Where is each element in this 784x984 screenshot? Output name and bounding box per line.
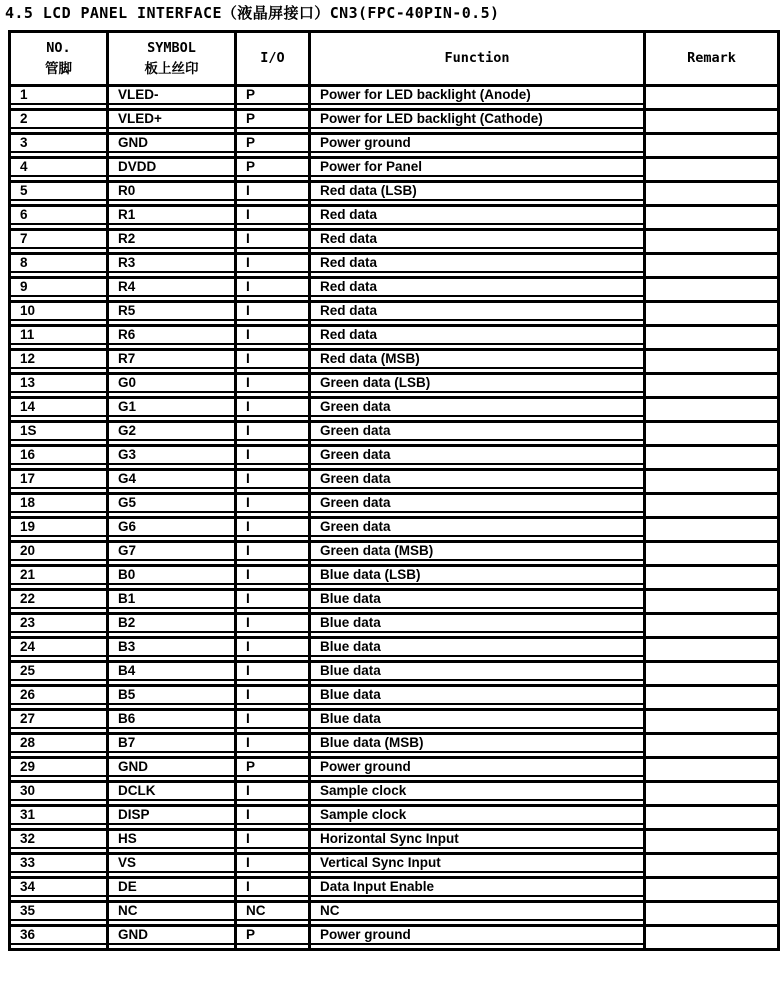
pin-no-cell: 6 (10, 206, 108, 230)
pin-io-cell: I (236, 470, 310, 494)
pin-function-cell: Blue data (310, 662, 645, 686)
pin-function-cell: Power for Panel (310, 158, 645, 182)
pin-function-cell: Red data (310, 326, 645, 350)
pin-function-cell: Sample clock (310, 806, 645, 830)
pin-function-cell: Data Input Enable (310, 878, 645, 902)
pin-symbol-cell: B2 (108, 614, 236, 638)
pin-io-cell: I (236, 374, 310, 398)
pin-no-cell: 17 (10, 470, 108, 494)
pin-row (10, 806, 779, 830)
pin-remark-cell (645, 254, 779, 278)
pin-row (10, 902, 779, 926)
pin-remark-cell (645, 878, 779, 902)
pin-io-cell: I (236, 710, 310, 734)
pin-io-cell: I (236, 182, 310, 206)
pin-no-cell: 27 (10, 710, 108, 734)
pin-no-cell: 30 (10, 782, 108, 806)
pin-symbol-cell: G0 (108, 374, 236, 398)
pin-no-cell: 21 (10, 566, 108, 590)
table-header (10, 32, 779, 86)
pin-row (10, 854, 779, 878)
pin-no-cell: 18 (10, 494, 108, 518)
pin-no-cell: 19 (10, 518, 108, 542)
pin-no-cell: 4 (10, 158, 108, 182)
pin-remark-cell (645, 278, 779, 302)
pin-io-cell: I (236, 542, 310, 566)
pin-symbol-cell: R6 (108, 326, 236, 350)
pin-io-cell: I (236, 302, 310, 326)
pin-row (10, 158, 779, 182)
pin-row (10, 878, 779, 902)
pin-function-cell: Blue data (310, 590, 645, 614)
pin-io-cell: I (236, 518, 310, 542)
pin-symbol-cell: VLED- (108, 86, 236, 110)
pin-io-cell: I (236, 782, 310, 806)
pin-remark-cell (645, 758, 779, 782)
pin-remark-cell (645, 926, 779, 950)
pin-remark-cell (645, 830, 779, 854)
pin-no-cell: 10 (10, 302, 108, 326)
pin-no-cell: 29 (10, 758, 108, 782)
pin-io-cell: P (236, 158, 310, 182)
pin-row (10, 494, 779, 518)
pin-row (10, 206, 779, 230)
pin-no-cell: 35 (10, 902, 108, 926)
pin-remark-cell (645, 686, 779, 710)
pin-io-cell: I (236, 854, 310, 878)
pin-function-cell: Red data (310, 206, 645, 230)
pin-no-cell: 7 (10, 230, 108, 254)
pin-row (10, 134, 779, 158)
pin-remark-cell (645, 230, 779, 254)
pin-remark-cell (645, 806, 779, 830)
pin-symbol-cell: G1 (108, 398, 236, 422)
pin-no-cell: 14 (10, 398, 108, 422)
pin-symbol-cell: B7 (108, 734, 236, 758)
col-header-remark: Remark (645, 32, 779, 86)
pin-function-cell: Blue data (310, 638, 645, 662)
pin-no-cell: 1 (10, 86, 108, 110)
pin-symbol-cell: VLED+ (108, 110, 236, 134)
pin-row (10, 782, 779, 806)
pin-io-cell: I (236, 638, 310, 662)
pin-row (10, 182, 779, 206)
pin-function-cell: Green data (310, 422, 645, 446)
pin-row (10, 278, 779, 302)
col-header-no-en: NO. (46, 40, 71, 57)
pin-symbol-cell: B4 (108, 662, 236, 686)
pin-no-cell: 9 (10, 278, 108, 302)
pin-remark-cell (645, 326, 779, 350)
pin-row (10, 686, 779, 710)
pin-remark-cell (645, 854, 779, 878)
pin-function-cell: NC (310, 902, 645, 926)
col-header-symbol-cn: 板上丝印 (144, 60, 199, 77)
pin-row (10, 542, 779, 566)
pin-no-cell: 5 (10, 182, 108, 206)
pin-io-cell: I (236, 590, 310, 614)
col-header-symbol (108, 32, 236, 86)
pin-function-cell: Blue data (310, 614, 645, 638)
pin-remark-cell (645, 446, 779, 470)
pin-symbol-cell: B1 (108, 590, 236, 614)
pin-function-cell: Blue data (LSB) (310, 566, 645, 590)
pin-row (10, 374, 779, 398)
pin-row (10, 518, 779, 542)
pin-no-cell: 25 (10, 662, 108, 686)
pin-symbol-cell: G3 (108, 446, 236, 470)
pin-io-cell: I (236, 614, 310, 638)
pin-row (10, 734, 779, 758)
pin-no-cell: 23 (10, 614, 108, 638)
pin-no-cell: 34 (10, 878, 108, 902)
pin-remark-cell (645, 422, 779, 446)
pin-no-cell: 33 (10, 854, 108, 878)
pin-remark-cell (645, 110, 779, 134)
pin-function-cell: Blue data (310, 686, 645, 710)
pin-remark-cell (645, 662, 779, 686)
pin-function-cell: Red data (310, 230, 645, 254)
pin-remark-cell (645, 566, 779, 590)
pin-function-cell: Red data (310, 278, 645, 302)
pin-symbol-cell: G5 (108, 494, 236, 518)
pin-symbol-cell: NC (108, 902, 236, 926)
pin-row (10, 470, 779, 494)
col-header-no (10, 32, 108, 86)
pin-remark-cell (645, 134, 779, 158)
pin-function-cell: Power ground (310, 926, 645, 950)
pin-remark-cell (645, 470, 779, 494)
pin-row (10, 710, 779, 734)
pin-function-cell: Red data (310, 302, 645, 326)
pin-no-cell: 11 (10, 326, 108, 350)
pin-io-cell: I (236, 206, 310, 230)
pin-io-cell: P (236, 110, 310, 134)
pin-symbol-cell: R0 (108, 182, 236, 206)
pin-symbol-cell: G2 (108, 422, 236, 446)
pin-function-cell: Red data (LSB) (310, 182, 645, 206)
pin-function-cell: Blue data (MSB) (310, 734, 645, 758)
pin-remark-cell (645, 542, 779, 566)
pin-remark-cell (645, 494, 779, 518)
pin-symbol-cell: R3 (108, 254, 236, 278)
pin-row (10, 662, 779, 686)
pin-io-cell: P (236, 134, 310, 158)
pin-no-cell: 16 (10, 446, 108, 470)
pin-function-cell: Green data (310, 494, 645, 518)
pin-io-cell: I (236, 446, 310, 470)
pin-row (10, 350, 779, 374)
pin-row (10, 230, 779, 254)
pin-function-cell: Sample clock (310, 782, 645, 806)
pin-symbol-cell: DCLK (108, 782, 236, 806)
pin-function-cell: Green data (310, 446, 645, 470)
pin-table-body (10, 86, 779, 950)
pin-function-cell: Vertical Sync Input (310, 854, 645, 878)
pin-remark-cell (645, 206, 779, 230)
pin-symbol-cell: R2 (108, 230, 236, 254)
col-header-no-cn: 管脚 (45, 60, 72, 77)
pin-remark-cell (645, 398, 779, 422)
pin-io-cell: I (236, 878, 310, 902)
pin-row (10, 926, 779, 950)
pin-function-cell: Horizontal Sync Input (310, 830, 645, 854)
pin-remark-cell (645, 734, 779, 758)
pin-symbol-cell: R5 (108, 302, 236, 326)
pin-row (10, 446, 779, 470)
pin-remark-cell (645, 782, 779, 806)
pin-symbol-cell: B5 (108, 686, 236, 710)
pin-io-cell: I (236, 830, 310, 854)
pin-row (10, 326, 779, 350)
pin-symbol-cell: R4 (108, 278, 236, 302)
pin-row (10, 110, 779, 134)
pin-remark-cell (645, 614, 779, 638)
pin-no-cell: 13 (10, 374, 108, 398)
pin-io-cell: I (236, 686, 310, 710)
pin-row (10, 398, 779, 422)
pin-remark-cell (645, 590, 779, 614)
pin-no-cell: 26 (10, 686, 108, 710)
pin-no-cell: 8 (10, 254, 108, 278)
pin-row (10, 758, 779, 782)
pin-symbol-cell: DVDD (108, 158, 236, 182)
pin-symbol-cell: GND (108, 758, 236, 782)
pin-function-cell: Green data (LSB) (310, 374, 645, 398)
pin-remark-cell (645, 158, 779, 182)
pin-row (10, 614, 779, 638)
pin-function-cell: Blue data (310, 710, 645, 734)
pin-io-cell: P (236, 86, 310, 110)
pin-io-cell: I (236, 230, 310, 254)
pin-symbol-cell: R7 (108, 350, 236, 374)
pin-function-cell: Power ground (310, 758, 645, 782)
pin-io-cell: I (236, 398, 310, 422)
pin-no-cell: 1S (10, 422, 108, 446)
col-header-function: Function (310, 32, 645, 86)
pin-remark-cell (645, 374, 779, 398)
col-header-symbol-en: SYMBOL (147, 40, 196, 57)
pin-no-cell: 2 (10, 110, 108, 134)
pin-function-cell: Green data (310, 470, 645, 494)
pin-no-cell: 31 (10, 806, 108, 830)
pin-row (10, 422, 779, 446)
pin-function-cell: Power ground (310, 134, 645, 158)
pin-no-cell: 12 (10, 350, 108, 374)
pin-symbol-cell: HS (108, 830, 236, 854)
pin-remark-cell (645, 302, 779, 326)
pin-function-cell: Green data (310, 518, 645, 542)
pin-no-cell: 32 (10, 830, 108, 854)
pin-symbol-cell: B6 (108, 710, 236, 734)
pin-symbol-cell: DE (108, 878, 236, 902)
pin-interface-table (8, 30, 780, 951)
pin-io-cell: I (236, 422, 310, 446)
col-header-io: I/O (236, 32, 310, 86)
pin-row (10, 302, 779, 326)
pin-remark-cell (645, 902, 779, 926)
pin-symbol-cell: VS (108, 854, 236, 878)
pin-io-cell: I (236, 662, 310, 686)
pin-symbol-cell: DISP (108, 806, 236, 830)
pin-function-cell: Green data (310, 398, 645, 422)
pin-io-cell: I (236, 806, 310, 830)
pin-io-cell: NC (236, 902, 310, 926)
pin-row (10, 830, 779, 854)
pin-no-cell: 3 (10, 134, 108, 158)
pin-io-cell: I (236, 350, 310, 374)
pin-no-cell: 24 (10, 638, 108, 662)
pin-io-cell: P (236, 758, 310, 782)
pin-function-cell: Green data (MSB) (310, 542, 645, 566)
pin-remark-cell (645, 350, 779, 374)
pin-symbol-cell: B3 (108, 638, 236, 662)
pin-function-cell: Red data (MSB) (310, 350, 645, 374)
pin-remark-cell (645, 86, 779, 110)
pin-no-cell: 22 (10, 590, 108, 614)
pin-io-cell: P (236, 926, 310, 950)
pin-remark-cell (645, 518, 779, 542)
pin-io-cell: I (236, 254, 310, 278)
header-row (10, 32, 779, 86)
pin-function-cell: Power for LED backlight (Cathode) (310, 110, 645, 134)
pin-no-cell: 36 (10, 926, 108, 950)
pin-row (10, 638, 779, 662)
pin-symbol-cell: G6 (108, 518, 236, 542)
pin-io-cell: I (236, 494, 310, 518)
pin-io-cell: I (236, 734, 310, 758)
pin-symbol-cell: GND (108, 926, 236, 950)
pin-remark-cell (645, 182, 779, 206)
section-title: 4.5 LCD PANEL INTERFACE（液晶屏接口）CN3(FPC-40PIN-0.5) (5, 4, 500, 22)
pin-no-cell: 28 (10, 734, 108, 758)
pin-no-cell: 20 (10, 542, 108, 566)
pin-io-cell: I (236, 278, 310, 302)
pin-symbol-cell: G4 (108, 470, 236, 494)
pin-io-cell: I (236, 566, 310, 590)
pin-row (10, 566, 779, 590)
pin-function-cell: Red data (310, 254, 645, 278)
pin-row (10, 254, 779, 278)
pin-symbol-cell: GND (108, 134, 236, 158)
pin-row (10, 86, 779, 110)
pin-symbol-cell: B0 (108, 566, 236, 590)
pin-io-cell: I (236, 326, 310, 350)
pin-remark-cell (645, 638, 779, 662)
pin-function-cell: Power for LED backlight (Anode) (310, 86, 645, 110)
pin-symbol-cell: R1 (108, 206, 236, 230)
pin-row (10, 590, 779, 614)
pin-remark-cell (645, 710, 779, 734)
pin-symbol-cell: G7 (108, 542, 236, 566)
